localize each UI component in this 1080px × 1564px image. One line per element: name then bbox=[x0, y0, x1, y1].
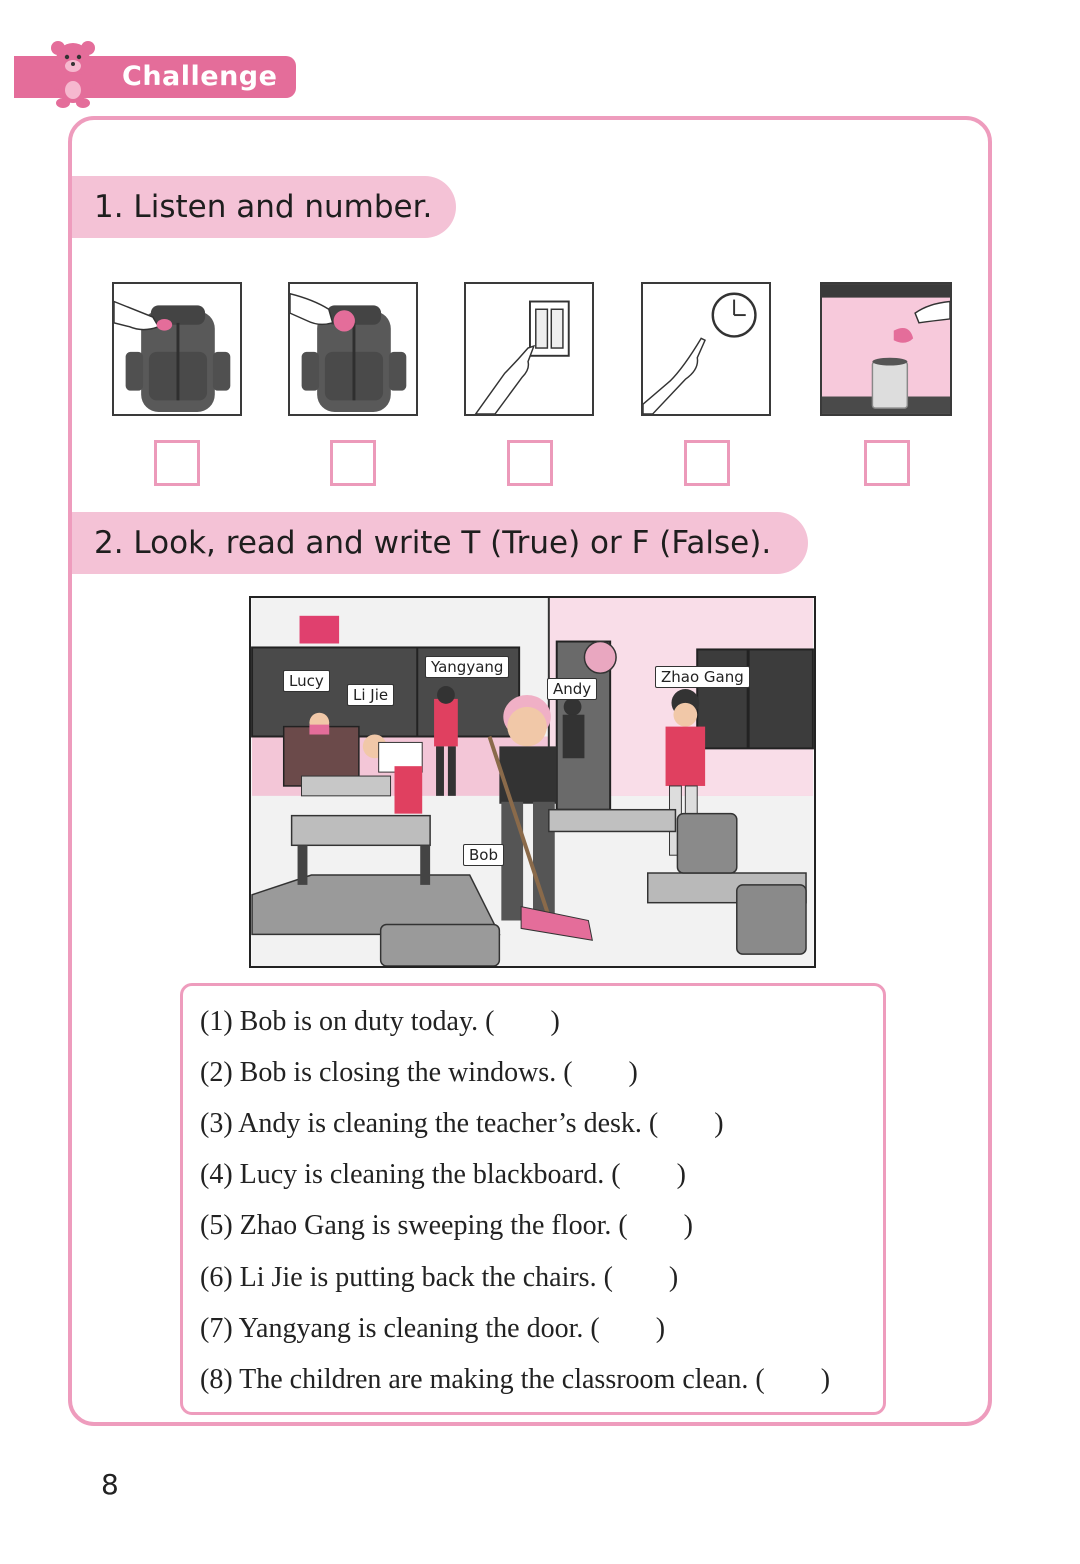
backpack-ball-icon bbox=[290, 284, 416, 414]
answer-box-4[interactable] bbox=[684, 440, 730, 486]
statement-8[interactable]: (8) The children are making the classroom clean. ( ) bbox=[200, 1364, 831, 1395]
picture-3 bbox=[464, 282, 594, 416]
scene-label-bob: Bob bbox=[463, 844, 504, 866]
page-number: 8 bbox=[101, 1468, 119, 1501]
statement-1[interactable]: (1) Bob is on duty today. ( ) bbox=[200, 1006, 560, 1037]
scene-label-yangyang: Yangyang bbox=[425, 656, 509, 678]
statement-6[interactable]: (6) Li Jie is putting back the chairs. ( ) bbox=[200, 1262, 679, 1293]
challenge-label: Challenge bbox=[122, 61, 278, 92]
picture-4 bbox=[641, 282, 771, 416]
light-switch-icon bbox=[466, 284, 592, 414]
answer-box-2[interactable] bbox=[330, 440, 376, 486]
picture-5 bbox=[820, 282, 952, 416]
scene-label-lucy: Lucy bbox=[283, 670, 330, 692]
backpack-zip-icon bbox=[114, 284, 240, 414]
statement-2[interactable]: (2) Bob is closing the windows. ( ) bbox=[200, 1057, 638, 1088]
trash-bin-icon bbox=[822, 284, 950, 414]
section2-title: 2. Look, read and write T (True) or F (False). bbox=[72, 512, 808, 574]
classroom-illustration bbox=[251, 598, 814, 966]
statements-box bbox=[180, 983, 886, 1415]
section1-title: 1. Listen and number. bbox=[72, 176, 456, 238]
scene-label-andy: Andy bbox=[547, 678, 597, 700]
answer-box-5[interactable] bbox=[864, 440, 910, 486]
clock-pointing-icon bbox=[643, 284, 769, 414]
bear-mascot-icon bbox=[44, 38, 102, 108]
statement-3[interactable]: (3) Andy is cleaning the teacher’s desk. ( ) bbox=[200, 1108, 724, 1139]
picture-2 bbox=[288, 282, 418, 416]
picture-1 bbox=[112, 282, 242, 416]
answer-box-3[interactable] bbox=[507, 440, 553, 486]
statement-5[interactable]: (5) Zhao Gang is sweeping the floor. ( ) bbox=[200, 1210, 693, 1241]
answer-box-1[interactable] bbox=[154, 440, 200, 486]
statement-7[interactable]: (7) Yangyang is cleaning the door. ( ) bbox=[200, 1313, 666, 1344]
scene-label-li-jie: Li Jie bbox=[347, 684, 394, 706]
statement-4[interactable]: (4) Lucy is cleaning the blackboard. ( ) bbox=[200, 1159, 686, 1190]
classroom-scene bbox=[249, 596, 816, 968]
scene-label-zhao-gang: Zhao Gang bbox=[655, 666, 750, 688]
